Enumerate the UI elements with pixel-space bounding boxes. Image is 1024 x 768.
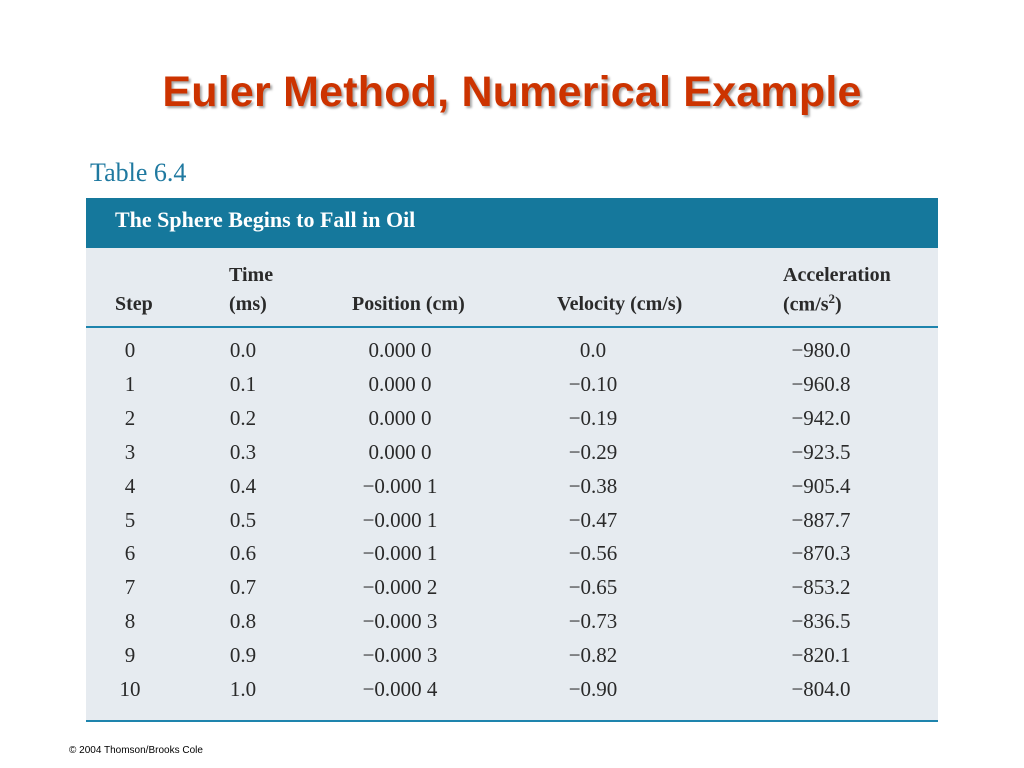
header-acceleration-close: ) <box>835 293 842 316</box>
cell-time: 0.9 <box>229 643 257 668</box>
cell-acceleration: −804.0 <box>791 677 851 701</box>
cell-acceleration: −960.8 <box>791 371 851 396</box>
cell-position: −0.000 3 <box>362 643 438 668</box>
cell-time: 0.8 <box>229 609 257 634</box>
cell-velocity: −0.90 <box>568 677 618 701</box>
cell-acceleration: −980.0 <box>791 338 851 362</box>
cell-position: 0.000 0 <box>368 405 432 430</box>
cell-position: −0.000 2 <box>362 575 438 600</box>
header-step: Step <box>115 293 153 315</box>
cell-step: 5 <box>124 507 136 532</box>
cell-velocity: −0.19 <box>568 405 618 430</box>
table-caption: The Sphere Begins to Fall in Oil <box>115 207 416 232</box>
header-acceleration-unit: (cm/s <box>783 293 829 316</box>
cell-acceleration: −942.0 <box>791 405 851 430</box>
header-acceleration-exponent: 2 <box>828 291 836 306</box>
cell-time: 0.3 <box>229 439 257 464</box>
header-rule <box>86 326 938 328</box>
cell-position: −0.000 1 <box>362 507 438 532</box>
cell-step: 8 <box>124 609 136 634</box>
cell-step: 3 <box>124 439 136 464</box>
header-velocity: Velocity (cm/s) <box>557 293 683 315</box>
cell-position: 0.000 0 <box>368 371 432 396</box>
cell-position: −0.000 4 <box>362 677 438 701</box>
cell-position: 0.000 0 <box>368 439 432 464</box>
cell-position: 0.000 0 <box>368 338 432 362</box>
cell-step: 1 <box>124 371 136 396</box>
cell-velocity: −0.47 <box>568 507 618 532</box>
cell-acceleration: −853.2 <box>791 575 851 600</box>
table-caption-bar <box>86 198 938 248</box>
cell-velocity: −0.10 <box>568 371 618 396</box>
copyright-notice: © 2004 Thomson/Brooks Cole <box>69 745 203 756</box>
cell-step: 4 <box>124 473 136 498</box>
cell-acceleration: −905.4 <box>791 473 851 498</box>
header-acceleration-line1: Acceleration <box>783 264 891 286</box>
cell-velocity: −0.73 <box>568 609 618 634</box>
cell-velocity: −0.38 <box>568 473 618 498</box>
cell-acceleration: −836.5 <box>791 609 851 634</box>
header-acceleration-line2 <box>783 291 842 317</box>
cell-velocity: −0.29 <box>568 439 618 464</box>
cell-step: 2 <box>124 405 136 430</box>
table-figure <box>84 158 956 733</box>
cell-time: 0.4 <box>229 473 257 498</box>
cell-time: 0.2 <box>229 405 257 430</box>
cell-time: 0.0 <box>229 338 257 362</box>
cell-position: −0.000 1 <box>362 473 438 498</box>
cell-time: 0.5 <box>229 507 257 532</box>
header-time-line1: Time <box>229 264 274 286</box>
table-panel <box>86 198 938 722</box>
cell-velocity: 0.0 <box>579 338 607 362</box>
cell-time: 0.6 <box>229 541 257 566</box>
cell-step: 10 <box>119 677 141 701</box>
cell-velocity: −0.56 <box>568 541 618 566</box>
cell-time: 0.7 <box>229 575 257 600</box>
cell-velocity: −0.65 <box>568 575 618 600</box>
cell-step: 9 <box>124 643 136 668</box>
cell-step: 7 <box>124 575 136 600</box>
header-time-line2: (ms) <box>229 293 267 315</box>
cell-time: 1.0 <box>229 677 257 701</box>
cell-time: 0.1 <box>229 371 257 396</box>
cell-position: −0.000 1 <box>362 541 438 566</box>
cell-velocity: −0.82 <box>568 643 618 668</box>
cell-acceleration: −887.7 <box>791 507 851 532</box>
cell-acceleration: −820.1 <box>791 643 851 668</box>
bottom-rule <box>86 720 938 722</box>
cell-acceleration: −870.3 <box>791 541 851 566</box>
table-label: Table 6.4 <box>90 158 187 187</box>
header-position: Position (cm) <box>352 293 465 315</box>
cell-position: −0.000 3 <box>362 609 438 634</box>
slide-title: Euler Method, Numerical Example <box>162 68 862 116</box>
cell-acceleration: −923.5 <box>791 439 851 464</box>
cell-step: 0 <box>124 338 136 362</box>
cell-step: 6 <box>124 541 136 566</box>
